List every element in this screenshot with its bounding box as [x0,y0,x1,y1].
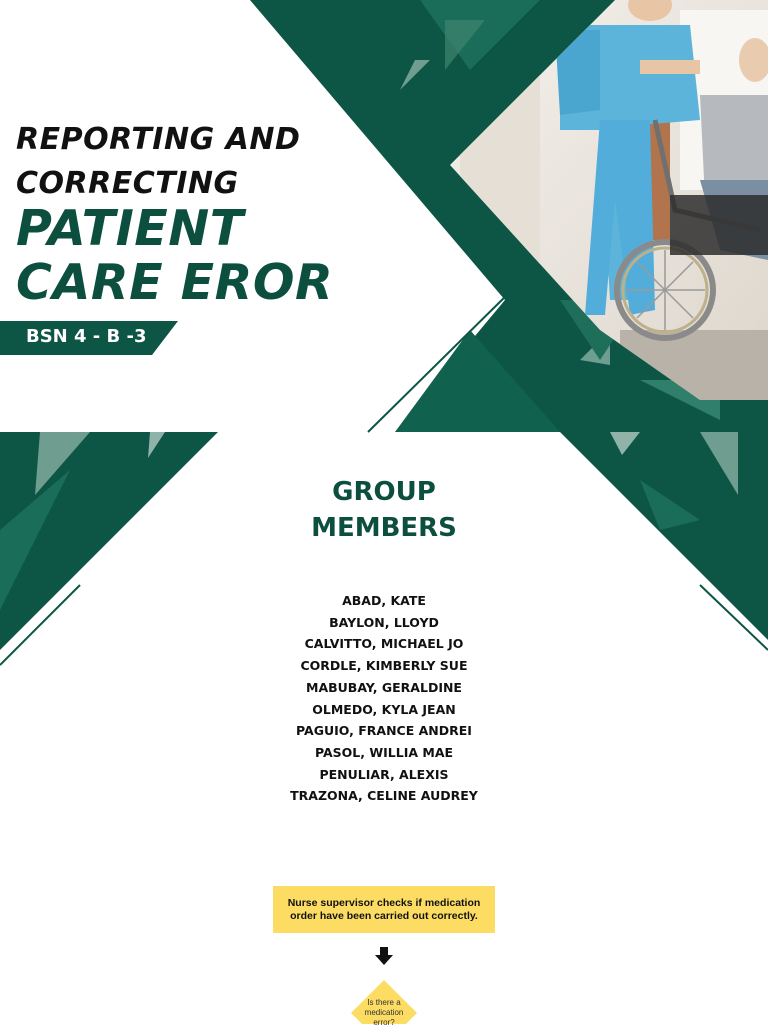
member-name: TRAZONA, CELINE AUDREY [290,788,478,804]
title-line-patient: PATIENT [16,200,244,257]
flowchart-step-text: Nurse supervisor checks if medication order have been carried out correctly. [287,896,481,922]
member-name: PASOL, WILLIA MAE [314,744,454,760]
group-heading-line-1: GROUP [332,477,436,507]
member-name: PAGUIO, FRANCE ANDREI [296,723,472,739]
decision-text: Is there a medication error? [364,998,404,1027]
members-list [234,590,534,807]
member-name: CALVITTO, MICHAEL JO [304,636,464,652]
arrow-down-icon [374,946,394,966]
member-name: ABAD, KATE [342,593,426,608]
group-heading-line-2: MEMBERS [311,513,457,543]
flowchart-step-box [273,886,495,933]
right-green-shapes [560,432,768,650]
member-name: PENULIAR, ALEXIS [319,766,449,782]
title-line-care-error: CARE EROR [16,254,334,311]
left-green-shapes [0,432,218,665]
member-name: BAYLON, LLOYD [329,614,439,630]
title-line-reporting: REPORTING AND [16,122,301,157]
title-line-correcting: CORRECTING [16,166,239,201]
group-members-heading [284,474,484,546]
member-name: OLMEDO, KYLA JEAN [312,701,456,717]
member-name: CORDLE, KIMBERLY SUE [300,658,468,674]
member-name: MABUBAY, GERALDINE [306,679,462,695]
section-badge: BSN 4 - B -3 [26,326,147,347]
